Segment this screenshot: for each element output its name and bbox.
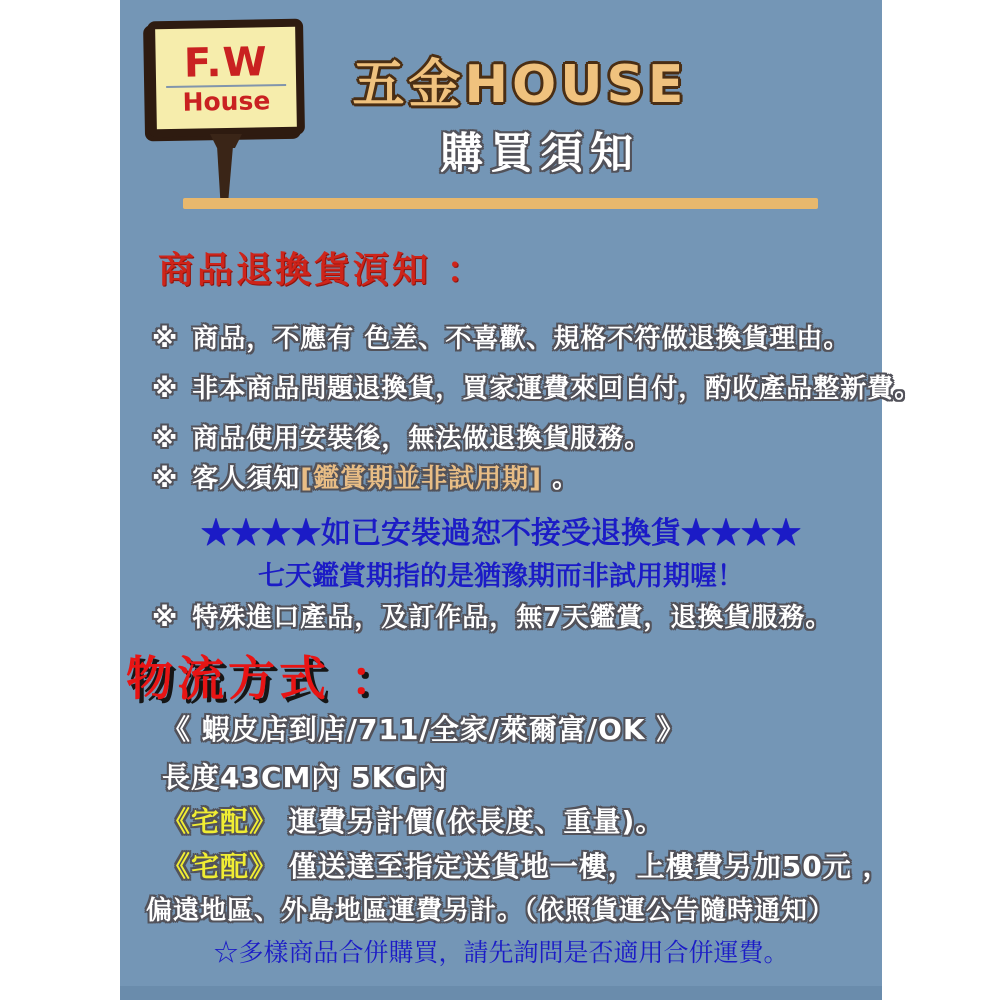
returns-heading: 商品退換貨湏知 ：	[158, 250, 486, 291]
returns-rule-3-text: 商品使用安裝後，無法做退換貨服務。	[192, 424, 652, 454]
returns-rule-1-text: 商品，不應有 色差、不喜歡、規格不符做退換貨理由。	[192, 324, 851, 354]
returns-rule-2-text: 非本商品問題退換貨，買家運費來回自付，酌收產品整新費。	[192, 374, 922, 404]
bullet-marker: ※	[152, 374, 179, 404]
store-title: 五金HOUSE	[352, 55, 688, 115]
trial-period-note: 七天鑑賞期指的是猶豫期而非試用期喔！	[258, 561, 744, 592]
home-delivery-price-line	[162, 800, 664, 840]
returns-rule-4	[152, 458, 579, 495]
home-delivery-floor-text: 僅送達至指定送貨地一樓，上樓費另加50元 ，	[278, 850, 892, 883]
logo-pole-joint	[210, 134, 242, 148]
home-delivery-price-text: 運費另計價(依長度、重量)。	[278, 805, 665, 838]
returns-rule-2	[152, 368, 921, 405]
home-delivery-tag: 《宅配》	[162, 850, 279, 883]
divider-bar	[183, 198, 818, 209]
bullet-marker: ※	[152, 464, 179, 494]
bullet-marker: ※	[152, 424, 179, 454]
no-return-star-line: ★★★★如已安裝過恕不接受退換貨★★★★	[201, 516, 801, 551]
logo-sign-board	[147, 19, 305, 138]
returns-rule-3	[152, 418, 651, 455]
returns-rule-4-suffix: 。	[542, 464, 580, 494]
bullet-marker: ※	[152, 324, 179, 354]
returns-rule-1	[152, 318, 850, 355]
store-pickup-line: 《 蝦皮店到店/711/全家/萊爾富/OK 》	[162, 713, 686, 746]
returns-rule-4-highlight: [鑑賞期並非試用期]	[300, 464, 543, 494]
bottom-accent-bar	[120, 986, 882, 1000]
logo-text-fw: F.W	[183, 38, 268, 87]
logo-text-house: House	[182, 85, 271, 117]
notice-panel	[120, 0, 922, 1000]
size-limit-line: 長度43CM內 5KG內	[162, 761, 448, 794]
page-subtitle: 購買須知	[440, 129, 640, 179]
home-delivery-tag: 《宅配》	[162, 805, 279, 838]
home-delivery-floor-line	[162, 845, 891, 885]
bullet-marker: ※	[152, 603, 179, 633]
combine-shipping-line: ☆多樣商品合併購買，請先詢問是否適用合併運費。	[213, 938, 789, 967]
remote-area-line: 偏遠地區、外島地區運費另計。（依照貨運公告隨時通知）	[146, 896, 836, 926]
returns-rule-4-prefix: 客人須知	[192, 464, 301, 494]
logistics-heading: 物流方式 ：	[126, 652, 402, 707]
returns-rule-5-text: 特殊進口產品，及訂作品，無7天鑑賞，退換貨服務。	[192, 603, 833, 633]
logo-pole	[217, 146, 233, 198]
returns-rule-5	[152, 597, 832, 634]
